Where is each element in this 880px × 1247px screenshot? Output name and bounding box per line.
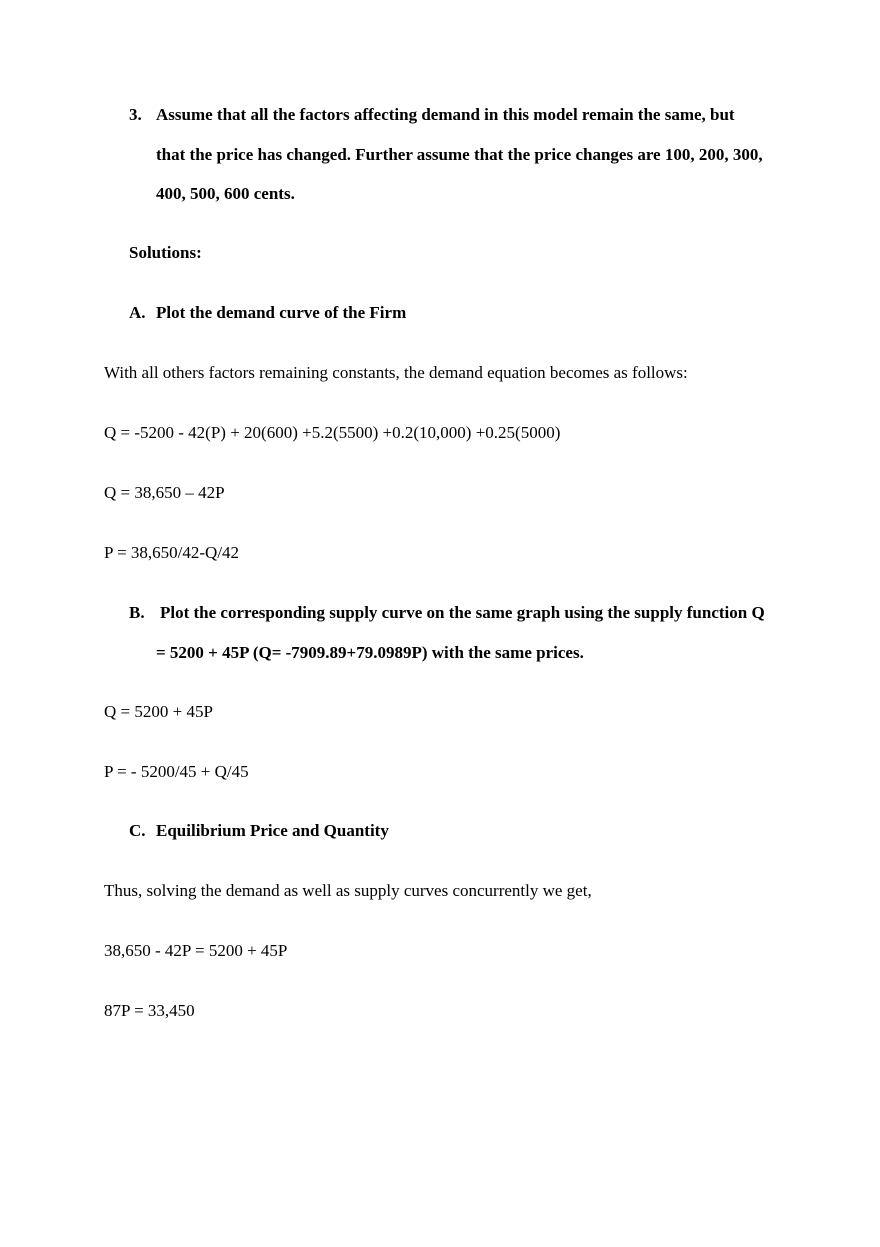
question-line-3: 400, 500, 600 cents. xyxy=(156,184,295,203)
equilibrium-equation-1: 38,650 - 42P = 5200 + 45P xyxy=(104,941,288,960)
question-line-1: Assume that all the factors affecting demand in this model remain the same, but xyxy=(156,105,735,124)
part-c-marker: C. xyxy=(129,821,146,840)
part-b-heading-line-1: Plot the corresponding supply curve on the same graph using the supply function Q xyxy=(160,603,765,622)
part-b-marker: B. xyxy=(129,603,145,622)
part-c-intro: Thus, solving the demand as well as supply curves concurrently we get, xyxy=(104,881,592,900)
solutions-heading: Solutions: xyxy=(129,243,202,262)
part-a-heading: Plot the demand curve of the Firm xyxy=(156,303,407,322)
supply-equation-1: Q = 5200 + 45P xyxy=(104,702,213,721)
equilibrium-equation-2: 87P = 33,450 xyxy=(104,1001,195,1020)
part-a-intro: With all others factors remaining constants, the demand equation becomes as follows: xyxy=(104,363,688,382)
part-b-heading-line-2: = 5200 + 45P (Q= -7909.89+79.0989P) with the same prices. xyxy=(156,643,584,662)
demand-equation-2: Q = 38,650 – 42P xyxy=(104,483,225,502)
question-line-2: that the price has changed. Further assume that the price changes are 100, 200, 300, xyxy=(156,145,763,164)
demand-equation-3: P = 38,650/42-Q/42 xyxy=(104,543,240,562)
demand-equation-1: Q = -5200 - 42(P) + 20(600) +5.2(5500) +0.2(10,000) +0.25(5000) xyxy=(104,423,561,442)
supply-equation-2: P = - 5200/45 + Q/45 xyxy=(104,762,249,781)
part-c-heading: Equilibrium Price and Quantity xyxy=(156,821,389,840)
question-number: 3. xyxy=(129,105,142,124)
part-a-marker: A. xyxy=(129,303,146,322)
